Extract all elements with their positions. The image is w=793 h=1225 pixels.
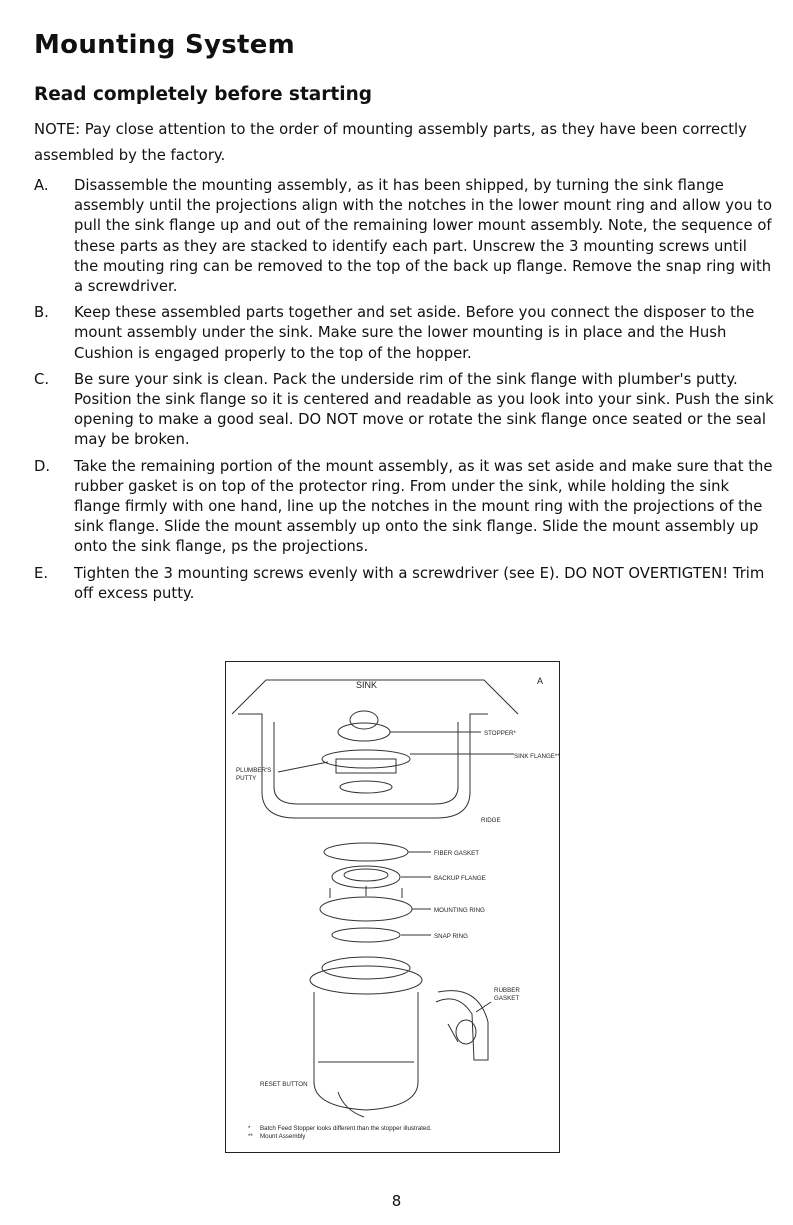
fiber-gasket-label: FIBER GASKET (434, 850, 480, 857)
step-text: Tighten the 3 mounting screws evenly with a screwdriver (see E). DO NOT OVERTIGTEN! Trim off excess putty. (74, 564, 765, 602)
mounting-ring-shape (320, 897, 412, 921)
snap-ring-shape (332, 928, 400, 942)
stopper-label: STOPPER* (484, 730, 516, 737)
rubber-gasket-label-1: RUBBER (494, 987, 520, 994)
footnote-mark-1: * (248, 1125, 251, 1132)
step-d (34, 457, 774, 558)
sink-flange-label: SINK FLANGE** (514, 753, 560, 760)
rubber-gasket-shape (436, 991, 488, 1060)
sink-label: SINK (356, 680, 378, 690)
disposer-body (314, 992, 418, 1110)
instruction-steps (34, 176, 774, 604)
note-paragraph: NOTE: Pay close attention to the order of mounting assembly parts, as they have been correctly assembled by the factory. (34, 121, 747, 164)
step-b (34, 303, 774, 364)
step-text: Be sure your sink is clean. Pack the underside rim of the sink flange with plumber's putty. Position the sink flange so it is centered and readable as you look into your sink. Push the sink opening to make a good seal. DO NOT move or rotate the sink flange once seated or the seal may be broken. (74, 370, 774, 449)
footnote-text-1: Batch Feed Stopper looks different than the stopper illustrated. (260, 1125, 432, 1132)
rubber-gasket-label-2: GASKET (494, 995, 520, 1002)
sink-bowl (238, 714, 488, 818)
fiber-gasket-shape (324, 843, 408, 861)
step-letter: A. (34, 177, 49, 194)
step-text: Disassemble the mounting assembly, as it has been shipped, by turning the sink flange assembly until the projections align with the notches in the lower mount ring and allow you to pull the sink flange up and out of the remaining lower mount assembly. Note, the sequence of these parts as they are stacked to identify each part. Unscrew the 3 mounting screws until the mouting ring can be removed to the top of the back up flange. Remove the snap ring with a screwdriver. (74, 177, 773, 296)
plumbers-putty-label-2: PUTTY (236, 775, 257, 782)
ridge-label: RIDGE (481, 817, 501, 824)
plumbers-putty-label-1: PLUMBER'S (236, 767, 272, 774)
figure-corner-letter: A (537, 676, 544, 686)
step-c (34, 370, 774, 451)
snap-ring-label: SNAP RING (434, 933, 468, 940)
footnote-text-2: Mount Assembly (260, 1133, 306, 1140)
mounting-ring-label: MOUNTING RING (434, 907, 485, 914)
step-text: Keep these assembled parts together and set aside. Before you connect the disposer to the mount assembly under the sink. Make sure the lower mounting is in place and the Hush Cushion is engaged properly to the top of the hopper. (74, 304, 755, 362)
step-text: Take the remaining portion of the mount assembly, as it was set aside and make sure that the rubber gasket is on top of the protector ring. From under the sink, while holding the sink flange firmly with one hand, line up the notches in the mount ring with the projections of the sink flange. Slide the mount assembly up onto the sink flange. Slide the mount assembly up onto the sink flange, ps the projections. (74, 457, 773, 556)
section-subtitle: Read completely before starting (34, 84, 372, 105)
backup-flange-label: BACKUP FLANGE (434, 875, 486, 882)
page-number: 8 (391, 1192, 402, 1210)
step-letter: C. (34, 370, 50, 388)
step-letter: E. (34, 564, 49, 582)
mounting-assembly-diagram (226, 662, 561, 1154)
step-letter: D. (34, 457, 51, 475)
page-title: Mounting System (34, 30, 296, 60)
step-e (34, 564, 774, 604)
stopper-shape (338, 723, 390, 741)
step-a (34, 176, 774, 297)
reset-button-label: RESET BUTTON (260, 1081, 308, 1088)
step-letter: B. (34, 304, 49, 322)
footnote-mark-2: ** (248, 1133, 253, 1140)
mounting-assembly-figure (225, 661, 560, 1153)
